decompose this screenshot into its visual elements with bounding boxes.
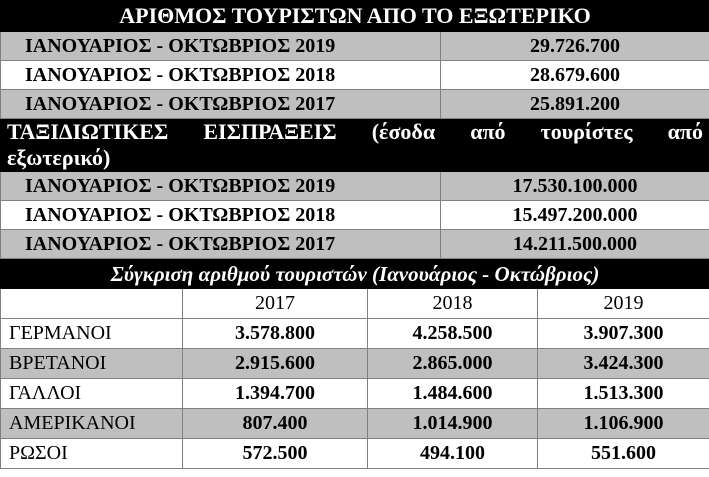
comparison-table <box>0 259 709 469</box>
receipts-title-word: ΕΙΣΠΡΑΞΕΙΣ <box>203 119 337 144</box>
table-row <box>1 379 709 409</box>
year-header: 2018 <box>368 289 538 319</box>
year-header: 2019 <box>538 289 709 319</box>
count-cell: 551.600 <box>538 439 709 469</box>
receipts-title-word: από <box>667 119 703 144</box>
receipt-amount: 15.497.200.000 <box>441 201 709 230</box>
table-row <box>1 90 709 119</box>
receipts-title-word: από <box>470 119 506 144</box>
table-row <box>1 172 709 201</box>
table-row <box>1 201 709 230</box>
period-label: ΙΑΝΟΥΑΡΙΟΣ - ΟΚΤΩΒΡΙΟΣ 2019 <box>1 172 441 201</box>
count-cell: 1.014.900 <box>368 409 538 439</box>
count-cell: 1.484.600 <box>368 379 538 409</box>
nationality-label: ΒΡΕΤΑΝΟΙ <box>1 349 183 379</box>
count-cell: 3.907.300 <box>538 319 709 349</box>
nationality-label: ΓΕΡΜΑΝΟΙ <box>1 319 183 349</box>
year-header: 2017 <box>183 289 368 319</box>
table-row <box>1 319 709 349</box>
receipt-amount: 14.211.500.000 <box>441 230 709 259</box>
nationality-label: ΡΩΣΟΙ <box>1 439 183 469</box>
nationality-label: ΑΜΕΡΙΚΑΝΟΙ <box>1 409 183 439</box>
count-cell: 572.500 <box>183 439 368 469</box>
comparison-header-row <box>1 289 709 319</box>
count-cell: 494.100 <box>368 439 538 469</box>
tourist-count: 25.891.200 <box>441 90 709 119</box>
nationality-label: ΓΑΛΛΟΙ <box>1 379 183 409</box>
table-row <box>1 409 709 439</box>
receipts-title-word: τουρίστες <box>540 119 633 144</box>
receipts-title-word: (έσοδα <box>371 119 436 144</box>
count-cell: 3.578.800 <box>183 319 368 349</box>
period-label: ΙΑΝΟΥΑΡΙΟΣ - ΟΚΤΩΒΡΙΟΣ 2017 <box>1 90 441 119</box>
table-row <box>1 32 709 61</box>
table-row <box>1 230 709 259</box>
count-cell: 3.424.300 <box>538 349 709 379</box>
period-label: ΙΑΝΟΥΑΡΙΟΣ - ΟΚΤΩΒΡΙΟΣ 2017 <box>1 230 441 259</box>
count-cell: 1.513.300 <box>538 379 709 409</box>
count-cell: 807.400 <box>183 409 368 439</box>
table-row <box>1 439 709 469</box>
tourist-count: 29.726.700 <box>441 32 709 61</box>
count-cell: 2.915.600 <box>183 349 368 379</box>
period-label: ΙΑΝΟΥΑΡΙΟΣ - ΟΚΤΩΒΡΙΟΣ 2019 <box>1 32 441 61</box>
empty-header-cell <box>1 289 183 319</box>
count-cell: 1.394.700 <box>183 379 368 409</box>
receipts-title <box>1 119 709 172</box>
count-cell: 2.865.000 <box>368 349 538 379</box>
count-cell: 4.258.500 <box>368 319 538 349</box>
period-label: ΙΑΝΟΥΑΡΙΟΣ - ΟΚΤΩΒΡΙΟΣ 2018 <box>1 61 441 90</box>
receipts-title-line2: εξωτερικό) <box>7 145 111 170</box>
table-row <box>1 61 709 90</box>
receipt-amount: 17.530.100.000 <box>441 172 709 201</box>
count-cell: 1.106.900 <box>538 409 709 439</box>
tourist-count: 28.679.600 <box>441 61 709 90</box>
period-label: ΙΑΝΟΥΑΡΙΟΣ - ΟΚΤΩΒΡΙΟΣ 2018 <box>1 201 441 230</box>
table-row <box>1 349 709 379</box>
tourists-title: ΑΡΙΘΜΟΣ ΤΟΥΡΙΣΤΩΝ ΑΠΟ ΤΟ ΕΞΩΤΕΡΙΚΟ <box>1 1 709 32</box>
comparison-title: Σύγκριση αριθμού τουριστών (Ιανουάριος - Οκτώβριος) <box>1 260 709 289</box>
receipts-title-word: ΤΑΞΙΔΙΩΤΙΚΕΣ <box>7 119 169 144</box>
